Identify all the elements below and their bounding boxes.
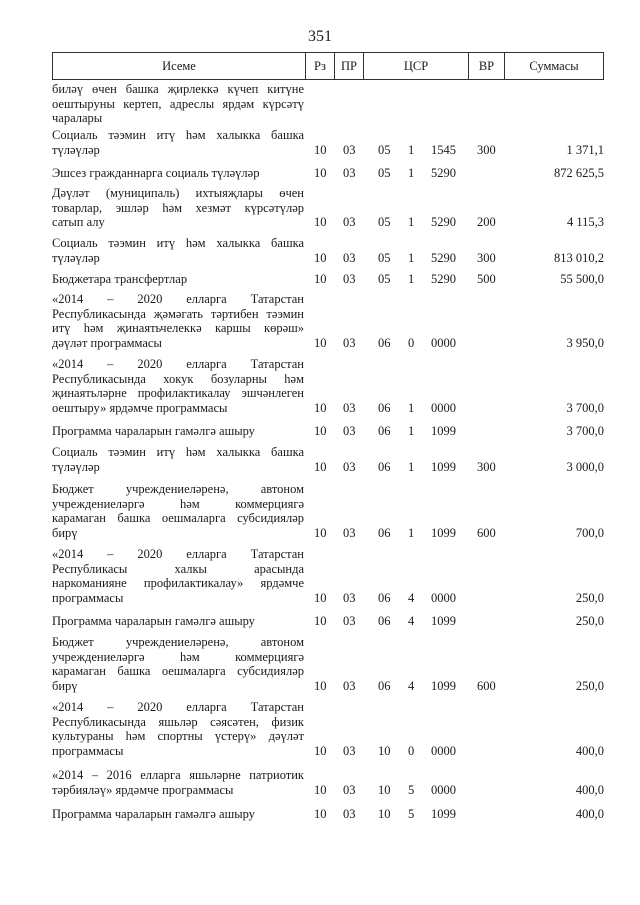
row-name-line: оештыруны кертеп, адреслы ярдəм күрсəтү [52, 96, 304, 111]
cell-b: 0 [408, 743, 415, 758]
cell-vr: 600 [477, 525, 496, 540]
cell-a: 10 [378, 782, 391, 797]
cell-vr: 300 [477, 459, 496, 474]
cell-pr: 03 [343, 590, 356, 605]
row-name-line: Программа чараларын гамəлгə ашыру [52, 807, 255, 821]
cell-a: 06 [378, 459, 391, 474]
cell-a: 05 [378, 142, 391, 157]
cell-sum: 700,0 [575, 525, 604, 540]
row-name-line: бирү [52, 525, 78, 540]
table-row [52, 128, 604, 157]
table-row [52, 700, 604, 758]
table-row [52, 236, 604, 265]
cell-pr: 03 [343, 166, 356, 180]
cell-rz: 10 [314, 590, 327, 605]
cell-sum: 1 371,1 [566, 142, 604, 157]
row-name [52, 807, 304, 822]
cell-rz: 10 [314, 525, 327, 540]
cell-rz: 10 [314, 424, 327, 438]
cell-a: 05 [378, 166, 391, 180]
cell-pr: 03 [343, 142, 356, 157]
cell-a: 05 [378, 272, 391, 286]
cell-a: 10 [378, 743, 391, 758]
header-csr: ЦСР [364, 53, 469, 79]
row-name [52, 272, 304, 287]
cell-pr: 03 [343, 678, 356, 693]
row-name-line: бирү [52, 678, 78, 693]
cell-pr: 03 [343, 272, 356, 286]
cell-b: 5 [408, 782, 415, 797]
cell-sum: 813 010,2 [554, 250, 604, 265]
header-rz: Рз [306, 53, 335, 79]
cell-b: 1 [408, 525, 415, 540]
table-row [52, 357, 604, 415]
row-name-line: Программа чараларын гамəлгə ашыру [52, 424, 255, 438]
cell-code: 1099 [431, 678, 456, 693]
cell-vr: 600 [477, 678, 496, 693]
row-name [52, 186, 304, 230]
table-row [52, 807, 604, 822]
table-row [52, 424, 604, 439]
row-name-line: Социаль тəэмин итү һəм халыкка башка [52, 445, 304, 459]
row-name-line: итү һəм җинаятьчелеккə каршы көрəш» [52, 321, 304, 335]
row-name [52, 357, 304, 415]
table-row [52, 166, 604, 181]
cell-sum: 250,0 [575, 678, 604, 693]
row-name-line: түлəүлəр [52, 459, 100, 474]
row-name-line: «2014 – 2020 елларга Татарстан [52, 292, 304, 306]
row-name-line: Бюджетара трансфертлар [52, 272, 188, 286]
row-name-line: Программа чараларын гамəлгə ашыру [52, 614, 255, 628]
row-name-line: җинаятьлəрне профилактикалау эшчəнлеген [52, 386, 304, 400]
cell-code: 1099 [431, 807, 456, 821]
cell-a: 06 [378, 400, 391, 415]
row-name [52, 614, 304, 629]
row-name-line: Социаль тəэмин итү һəм халыкка башка [52, 236, 304, 250]
row-name [52, 482, 304, 540]
row-name [52, 424, 304, 439]
cell-b: 1 [408, 250, 415, 265]
cell-b: 1 [408, 272, 415, 286]
cell-b: 5 [408, 807, 415, 821]
table-row [52, 547, 604, 605]
row-name-line: «2014 – 2020 елларга Татарстан [52, 547, 304, 561]
cell-rz: 10 [314, 614, 327, 628]
table-row [52, 292, 604, 350]
cell-code: 1099 [431, 614, 456, 628]
table-row [52, 482, 604, 540]
cell-b: 4 [408, 678, 415, 693]
row-name-line: Республикасында җəмəгать тəртибен тəэмин [52, 306, 304, 321]
table-row [52, 272, 604, 287]
row-name [52, 292, 304, 350]
row-name-line: программасы [52, 743, 124, 758]
cell-vr: 300 [477, 250, 496, 265]
row-name-line: Эшсез гражданнарга социаль түлəүлəр [52, 166, 260, 180]
cell-b: 4 [408, 590, 415, 605]
cell-code: 5290 [431, 166, 456, 180]
cell-code: 0000 [431, 782, 456, 797]
cell-sum: 3 700,0 [566, 424, 604, 438]
table-row [52, 614, 604, 629]
row-name [52, 166, 304, 181]
row-name-line: тəрбиялəү» ярдəмче программасы [52, 782, 234, 797]
row-name-line: Дəүлəт (муниципаль) ихтыяҗлары өчен [52, 186, 304, 200]
cell-b: 1 [408, 215, 415, 229]
cell-b: 1 [408, 166, 415, 180]
header-sum: Суммасы [529, 58, 579, 73]
table-row [52, 635, 604, 693]
cell-sum: 872 625,5 [554, 166, 604, 180]
cell-pr: 03 [343, 525, 356, 540]
cell-pr: 03 [343, 459, 356, 474]
cell-vr: 200 [477, 215, 496, 229]
row-name-line: карамаган башка оешмаларга субсидиялəр [52, 664, 304, 678]
cell-a: 06 [378, 335, 391, 350]
cell-b: 1 [408, 142, 415, 157]
row-name [52, 635, 304, 693]
row-name-line: «2014 – 2020 елларга Татарстан [52, 357, 304, 371]
cell-sum: 400,0 [575, 782, 604, 797]
row-name [52, 236, 304, 265]
cell-pr: 03 [343, 424, 356, 438]
row-name-line: сатып алу [52, 215, 105, 229]
cell-rz: 10 [314, 166, 327, 180]
cell-code: 1099 [431, 424, 456, 438]
row-name-line: «2014 – 2016 елларга яшьлəрне патриотик [52, 768, 304, 782]
row-name-line: «2014 – 2020 елларга Татарстан [52, 700, 304, 714]
row-name-line: учреждениелəргə һəм коммерциягə [52, 649, 304, 664]
cell-b: 4 [408, 614, 415, 628]
row-name [52, 128, 304, 157]
row-name [52, 82, 304, 126]
row-name-line: Республикасы халкы арасында [52, 561, 304, 576]
cell-code: 0000 [431, 743, 456, 758]
cell-rz: 10 [314, 250, 327, 265]
cell-sum: 250,0 [575, 614, 604, 628]
row-name-line: программасы [52, 590, 124, 605]
cell-code: 1545 [431, 142, 456, 157]
cell-code: 5290 [431, 272, 456, 286]
cell-rz: 10 [314, 459, 327, 474]
row-name [52, 768, 304, 797]
cell-code: 0000 [431, 590, 456, 605]
row-name-line: культураны һəм спортны үстерү» дəүлəт [52, 729, 304, 743]
cell-sum: 3 950,0 [566, 335, 604, 350]
row-name [52, 700, 304, 758]
cell-rz: 10 [314, 743, 327, 758]
table-row [52, 768, 604, 797]
cell-code: 0000 [431, 400, 456, 415]
cell-code: 5290 [431, 215, 456, 229]
cell-rz: 10 [314, 215, 327, 229]
cell-a: 06 [378, 424, 391, 438]
cell-a: 06 [378, 678, 391, 693]
row-name-line: наркоманияне профилактикалау» ярдəмче [52, 576, 304, 590]
row-name [52, 547, 304, 605]
cell-code: 1099 [431, 525, 456, 540]
header-name: Исеме [53, 53, 306, 79]
cell-rz: 10 [314, 335, 327, 350]
cell-b: 1 [408, 424, 415, 438]
row-name [52, 445, 304, 474]
cell-pr: 03 [343, 250, 356, 265]
row-name-line: Республикасында хокук бозуларны һəм [52, 371, 304, 386]
cell-a: 06 [378, 614, 391, 628]
cell-a: 05 [378, 250, 391, 265]
row-name-line: товарлар, эшлəр һəм хезмəт күрсəтүлəр [52, 200, 304, 215]
cell-b: 1 [408, 459, 415, 474]
row-name-line: оештыру» ярдəмче программасы [52, 400, 228, 415]
cell-rz: 10 [314, 678, 327, 693]
cell-pr: 03 [343, 215, 356, 229]
row-name-line: карамаган башка оешмаларга субсидиялəр [52, 511, 304, 525]
cell-code: 0000 [431, 335, 456, 350]
row-name-line: Социаль тəэмин итү һəм халыкка башка [52, 128, 304, 142]
row-name-line: түлəүлəр [52, 250, 100, 265]
cell-rz: 10 [314, 782, 327, 797]
cell-a: 06 [378, 525, 391, 540]
cell-a: 05 [378, 215, 391, 229]
cell-pr: 03 [343, 400, 356, 415]
cell-pr: 03 [343, 614, 356, 628]
cell-sum: 400,0 [575, 807, 604, 821]
cell-rz: 10 [314, 400, 327, 415]
row-name-line: түлəүлəр [52, 142, 100, 157]
cell-code: 5290 [431, 250, 456, 265]
row-name-line: Бюджет учреждениелəренə, автоном [52, 635, 304, 649]
cell-b: 0 [408, 335, 415, 350]
cell-rz: 10 [314, 142, 327, 157]
cell-vr: 300 [477, 142, 496, 157]
header-pr: ПР [335, 53, 364, 79]
cell-vr: 500 [477, 272, 496, 286]
row-name-line: дəүлəт программасы [52, 335, 162, 350]
cell-a: 10 [378, 807, 391, 821]
cell-sum: 3 700,0 [566, 400, 604, 415]
row-name-line: билəү өчен башка җирлеккə күчеп китүне [52, 82, 304, 96]
cell-pr: 03 [343, 782, 356, 797]
header-vr: ВР [469, 53, 505, 79]
row-name-line: учреждениелəргə һəм коммерциягə [52, 496, 304, 511]
cell-a: 06 [378, 590, 391, 605]
row-name-line: Бюджет учреждениелəренə, автоном [52, 482, 304, 496]
cell-pr: 03 [343, 807, 356, 821]
cell-sum: 3 000,0 [566, 459, 604, 474]
page-number: 351 [308, 28, 332, 45]
cell-sum: 55 500,0 [560, 272, 604, 286]
table-row [52, 445, 604, 474]
cell-rz: 10 [314, 272, 327, 286]
cell-sum: 250,0 [575, 590, 604, 605]
table-row [52, 82, 604, 126]
cell-pr: 03 [343, 743, 356, 758]
cell-pr: 03 [343, 335, 356, 350]
row-name-line: Республикасында яшьлəр сəясəтен, физик [52, 714, 304, 729]
table-row [52, 186, 604, 230]
cell-sum: 400,0 [575, 743, 604, 758]
cell-b: 1 [408, 400, 415, 415]
table-header [52, 52, 604, 80]
cell-rz: 10 [314, 807, 327, 821]
row-name-line: чаралары [52, 111, 103, 125]
cell-code: 1099 [431, 459, 456, 474]
cell-sum: 4 115,3 [566, 215, 604, 229]
